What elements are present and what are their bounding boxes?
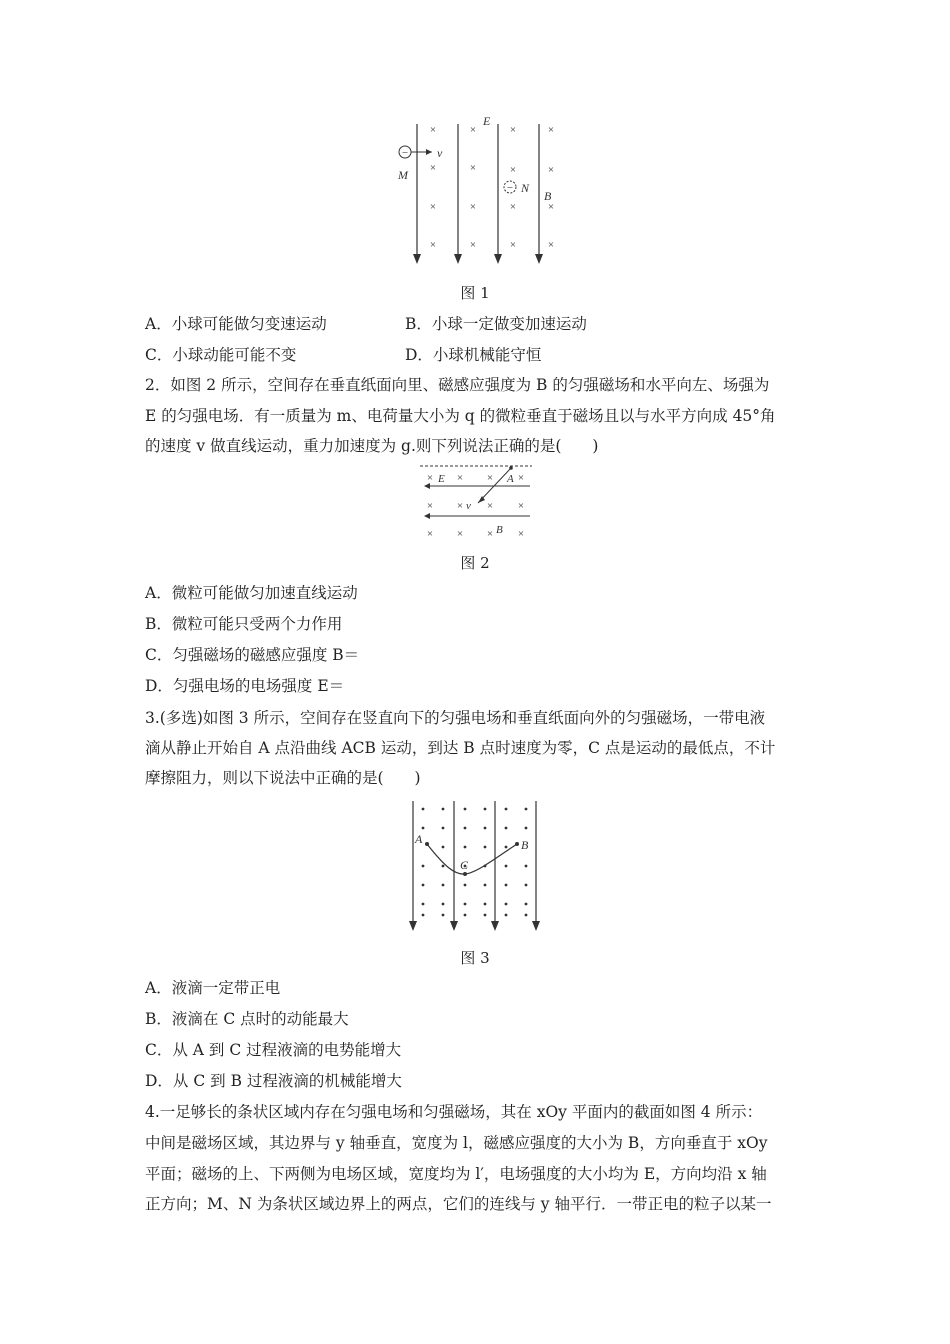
cross-mark: × — [456, 528, 464, 540]
q1-option-c: C．小球动能可能不变 — [145, 346, 297, 364]
q3-option-a: A．液滴一定带正电 — [145, 979, 281, 997]
q2-option-a: A．微粒可能做匀加速直线运动 — [145, 584, 358, 602]
cross-mark: × — [517, 500, 525, 512]
point-c — [463, 872, 467, 876]
field-dot — [442, 914, 445, 917]
cross-mark: × — [426, 528, 434, 540]
cross-mark: × — [509, 124, 517, 136]
cross-mark: × — [547, 239, 555, 251]
label-e: E — [483, 114, 491, 128]
q2-line-3: 的速度 v 做直线运动，重力加速度为 g.则下列说法正确的是( ) — [145, 437, 599, 455]
field-dot — [484, 808, 487, 811]
field-dot — [442, 884, 445, 887]
q1-option-b: B．小球一定做变加速运动 — [405, 315, 587, 333]
q3-line-1: 3.(多选)如图 3 所示，空间存在竖直向下的匀强电场和垂直纸面向外的匀强磁场，一带电液 — [145, 709, 766, 727]
field-dot — [505, 808, 508, 811]
field-dot — [422, 808, 425, 811]
field-dot — [464, 846, 467, 849]
label-v: v — [437, 146, 443, 160]
label-m: M — [398, 168, 408, 182]
label-n: N — [521, 181, 530, 195]
point-b — [515, 842, 519, 846]
field-dot — [442, 865, 445, 868]
cross-mark: × — [517, 472, 525, 484]
field-dot — [442, 827, 445, 830]
cross-mark: × — [469, 162, 477, 174]
q3-option-d: D．从 C 到 B 过程液滴的机械能增大 — [145, 1072, 402, 1090]
cross-mark: × — [429, 201, 437, 213]
cross-mark: × — [486, 500, 494, 512]
q2-option-c: C．匀强磁场的磁感应强度 B＝ — [145, 646, 360, 664]
field-dot — [505, 914, 508, 917]
minus-sign: − — [401, 147, 409, 159]
q3-line-2: 滴从静止开始自 A 点沿曲线 ACB 运动，到达 B 点时速度为零，C 点是运动的最低点，不计 — [145, 739, 776, 757]
trajectory-acb — [427, 844, 517, 874]
cross-mark: × — [469, 201, 477, 213]
field-dot — [464, 884, 467, 887]
label-v: v — [466, 500, 471, 512]
field-dot — [422, 865, 425, 868]
cross-mark: × — [509, 201, 517, 213]
figure-3-caption: 图 3 — [460, 949, 490, 967]
field-dot — [464, 827, 467, 830]
point-a — [425, 842, 429, 846]
cross-mark: × — [486, 472, 494, 484]
field-dot — [442, 808, 445, 811]
minus-sign: − — [506, 182, 514, 194]
cross-mark: × — [547, 124, 555, 136]
cross-mark: × — [456, 500, 464, 512]
label-e: E — [438, 473, 445, 485]
field-dot — [525, 865, 528, 868]
field-dot — [464, 808, 467, 811]
field-dot — [525, 827, 528, 830]
figure-3 — [405, 797, 545, 937]
q3-option-c: C．从 A 到 C 过程液滴的电势能增大 — [145, 1041, 402, 1059]
field-dot — [505, 865, 508, 868]
field-dot — [525, 903, 528, 906]
cross-mark: × — [517, 528, 525, 540]
label-a: A — [415, 832, 423, 846]
field-dot — [484, 884, 487, 887]
cross-mark: × — [426, 472, 434, 484]
field-dots — [422, 808, 528, 917]
cross-mark: × — [509, 239, 517, 251]
field-dot — [422, 903, 425, 906]
field-dot — [525, 884, 528, 887]
cross-mark: × — [486, 528, 494, 540]
field-dot — [422, 827, 425, 830]
q2-line-2: E 的匀强电场．有一质量为 m、电荷量大小为 q 的微粒垂直于磁场且以与水平方向成 45°角 — [145, 407, 776, 425]
field-dot — [505, 903, 508, 906]
field-dot — [505, 846, 508, 849]
field-dot — [525, 808, 528, 811]
cross-mark: × — [469, 124, 477, 136]
label-b: B — [496, 524, 503, 536]
field-dot — [422, 914, 425, 917]
cross-mark: × — [509, 164, 517, 176]
figure-1 — [390, 112, 565, 270]
field-dot — [422, 884, 425, 887]
field-dot — [484, 846, 487, 849]
q2-line-1: 2．如图 2 所示，空间存在垂直纸面向里、磁感应强度为 B 的匀强磁场和水平向左、场强为 — [145, 376, 770, 394]
label-b: B — [544, 189, 552, 203]
figure-2 — [418, 460, 536, 545]
q2-option-d: D．匀强电场的电场强度 E＝ — [145, 677, 345, 695]
q4-line-1: 4.一足够长的条状区域内存在匀强电场和匀强磁场，其在 xOy 平面内的截面如图 4 所示： — [145, 1103, 763, 1121]
field-dot — [484, 914, 487, 917]
field-dot — [484, 827, 487, 830]
q1-option-a: A．小球可能做匀变速运动 — [145, 315, 327, 333]
cross-mark: × — [426, 500, 434, 512]
q4-line-3: 平面；磁场的上、下两侧为电场区域，宽度均为 l′，电场强度的大小均为 E，方向均沿 x 轴 — [145, 1165, 767, 1183]
q3-line-3: 摩擦阻力，则以下说法中正确的是( ) — [145, 769, 421, 787]
cross-mark: × — [429, 239, 437, 251]
cross-mark: × — [547, 201, 555, 213]
cross-mark: × — [547, 164, 555, 176]
label-a: A — [507, 473, 514, 485]
field-dot — [442, 903, 445, 906]
figure-2-caption: 图 2 — [460, 554, 490, 572]
q4-line-4: 正方向；M、N 为条状区域边界上的两点，它们的连线与 y 轴平行．一带正电的粒子以某一 — [145, 1195, 772, 1213]
label-b: B — [521, 838, 529, 852]
field-dot — [484, 903, 487, 906]
q4-line-2: 中间是磁场区域，其边界与 y 轴垂直，宽度为 l，磁感应强度的大小为 B，方向垂直于 xOy — [145, 1134, 768, 1152]
label-c: C — [460, 858, 469, 872]
cross-mark: × — [429, 162, 437, 174]
field-dot — [464, 914, 467, 917]
figure-1-caption: 图 1 — [460, 284, 490, 302]
cross-mark: × — [469, 239, 477, 251]
field-dot — [505, 884, 508, 887]
q1-option-d: D．小球机械能守恒 — [405, 346, 542, 364]
q2-option-b: B．微粒可能只受两个力作用 — [145, 615, 343, 633]
cross-mark: × — [456, 472, 464, 484]
field-dot — [442, 846, 445, 849]
cross-mark: × — [429, 124, 437, 136]
q3-option-b: B．液滴在 C 点时的动能最大 — [145, 1010, 349, 1028]
field-dot — [464, 903, 467, 906]
field-dot — [505, 827, 508, 830]
field-dot — [525, 914, 528, 917]
